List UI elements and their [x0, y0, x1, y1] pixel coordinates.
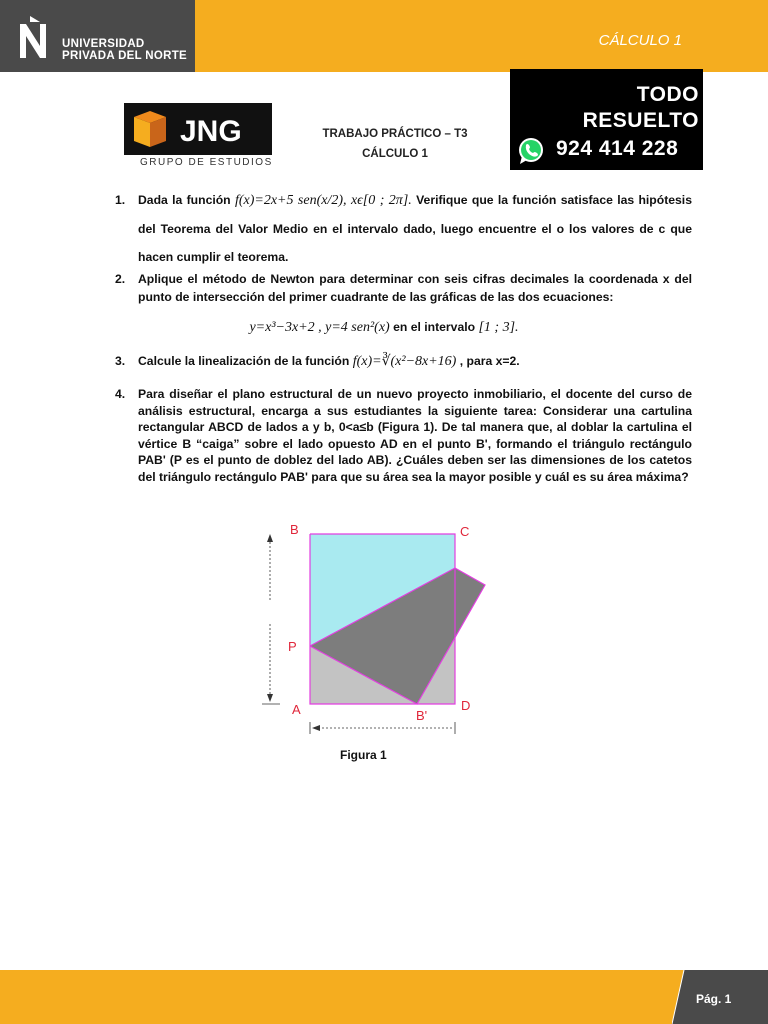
label-Bprime: B'	[416, 708, 428, 723]
question-2-interval: [1 ; 3].	[478, 320, 519, 335]
question-4-text: Para diseñar el plano estructural de un nuevo proyecto inmobiliario, el docente del curso de análisis estructural, encarga a sus estudiantes la siguiente tarea: Considerar una cartulina rectangular ABCD de lados a y b, 0<a≤b (Figura 1). De tal manera que, al doblar la cartulina el vértice B “caiga” sobre el lado opuesto AD en el punto B', formando el triángulo rectángulo PAB' (P es el punto de doblez del lado AB). ¿Cuáles deben ser las dimensiones de los catetos del triángulo rectángulo PAB' para que su área sea la mayor posible y cuál es su área máxima?	[138, 387, 692, 484]
promo-line2: RESUELTO	[582, 109, 699, 132]
question-2-equation	[0, 320, 768, 336]
jng-subtitle: GRUPO DE ESTUDIOS	[140, 157, 273, 168]
label-C: C	[460, 524, 470, 539]
question-3-formula: f(x)=∛(x²−8x+16)	[352, 354, 457, 369]
document-title-line2: CÁLCULO 1	[362, 148, 428, 160]
jng-logo	[124, 103, 272, 155]
arrow-up-icon	[267, 534, 273, 542]
university-name-line2: PRIVADA DEL NORTE	[62, 50, 188, 62]
question-3-lead: Calcule la linealización de la función	[138, 354, 350, 368]
label-P: P	[288, 639, 297, 654]
university-name	[62, 38, 187, 62]
question-number: 2.	[115, 272, 126, 286]
page-number: Pág. 1	[696, 992, 732, 1006]
label-A: A	[292, 702, 301, 717]
university-name-line1: UNIVERSIDAD	[62, 38, 145, 50]
label-D: D	[461, 698, 471, 713]
promo-line1: TODO	[636, 83, 699, 106]
question-1-formula: f(x)=2x+5 sen(x/2), xϵ[0 ; 2π].	[234, 193, 412, 208]
question-2-formula: y=x³−3x+2 , y=4 sen²(x)	[249, 320, 390, 335]
question-1-lead: Dada la función	[138, 193, 231, 207]
question-1-text: Verifique que la función satisface las hipótesis del Teorema del Valor Medio en el intervalo dado, luego encuentre el o los valores de c que hacen cumplir el teorema.	[138, 193, 692, 264]
figure-caption: Figura 1	[340, 748, 387, 762]
question-2-text: Aplique el método de Newton para determinar con seis cifras decimales la coordenada x del punto de intersección del primer cuadrante de las gráficas de las dos ecuaciones:	[138, 272, 692, 304]
header-course: CÁLCULO 1	[598, 32, 682, 49]
footer-slash-decoration	[672, 970, 696, 1024]
arrow-left-icon	[312, 725, 320, 731]
question-3-tail: , para x=2.	[459, 354, 520, 368]
university-logo-icon	[16, 16, 50, 60]
document-title	[290, 124, 500, 164]
whatsapp-icon	[516, 136, 546, 166]
figure-1-diagram	[260, 518, 490, 740]
question-number: 1.	[115, 193, 126, 207]
promo-banner	[510, 69, 703, 170]
label-B: B	[290, 522, 299, 537]
arrow-down-icon	[267, 694, 273, 702]
jng-logo-text: JNG	[180, 115, 242, 148]
question-number: 3.	[115, 354, 126, 368]
promo-phone: 924 414 228	[556, 137, 679, 160]
question-number: 4.	[115, 387, 126, 401]
footer-bar	[0, 970, 768, 1024]
question-2-interval-label: en el intervalo	[393, 320, 476, 334]
document-title-line1: TRABAJO PRÁCTICO – T3	[322, 128, 468, 140]
